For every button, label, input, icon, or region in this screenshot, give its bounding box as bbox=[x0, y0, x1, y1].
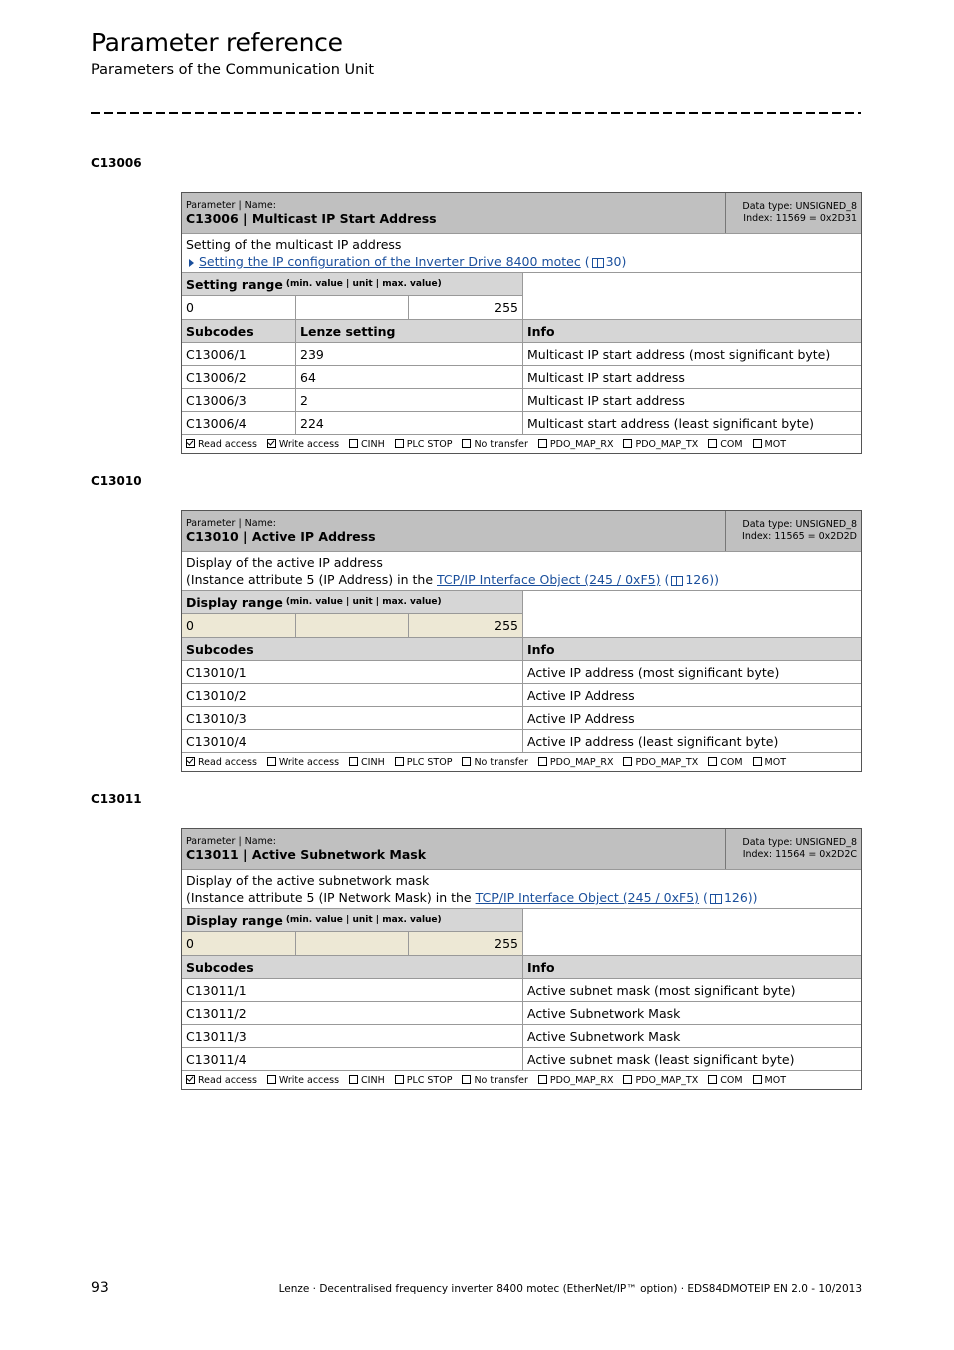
table-row: C13010/4 Active IP address (least significant byte) bbox=[182, 729, 861, 752]
page-title: Parameter reference bbox=[91, 28, 343, 57]
range-max: 255 bbox=[494, 300, 519, 315]
page-ref[interactable]: 126)) bbox=[723, 890, 758, 905]
data-type: Data type: UNSIGNED_8 bbox=[742, 837, 857, 848]
table-row: C13010/2 Active IP Address bbox=[182, 683, 861, 706]
checkbox-checked-icon bbox=[186, 757, 195, 766]
checkbox-empty-icon bbox=[349, 439, 358, 448]
checkbox-empty-icon bbox=[395, 439, 404, 448]
description-text: Setting of the multicast IP address bbox=[186, 237, 402, 252]
range-max: 255 bbox=[409, 614, 522, 637]
checkbox-empty-icon bbox=[395, 1075, 404, 1084]
table-row: C13011/1 Active subnet mask (most significant byte) bbox=[182, 978, 861, 1001]
table-row: C13010/3 Active IP Address bbox=[182, 706, 861, 729]
range-note: (min. value | unit | max. value) bbox=[285, 279, 442, 289]
checkbox-checked-icon bbox=[186, 1075, 195, 1084]
page-number: 93 bbox=[91, 1280, 109, 1296]
book-icon bbox=[592, 258, 604, 268]
checkbox-empty-icon bbox=[623, 439, 632, 448]
table-row: C13006/4 224 Multicast start address (least significant byte) bbox=[182, 411, 861, 434]
checkbox-empty-icon bbox=[462, 757, 471, 766]
table-row: C13010/1 Active IP address (most significant byte) bbox=[182, 660, 861, 683]
checkbox-empty-icon bbox=[708, 439, 717, 448]
display-range bbox=[182, 908, 861, 955]
range-unit bbox=[296, 296, 410, 319]
description-row: Display of the active subnetwork mask (Instance attribute 5 (IP Network Mask) in the TCP/IP Interface Object (245 / 0xF5) ( 126)) bbox=[182, 869, 861, 908]
checkbox-empty-icon bbox=[623, 1075, 632, 1084]
column-header-row: Subcodes Lenze setting Info bbox=[182, 319, 861, 342]
access-flags: Read access Write access CINH PLC STOP No transfer PDO_MAP_RX PDO_MAP_TX COM MOT bbox=[182, 434, 861, 453]
checkbox-empty-icon bbox=[538, 757, 547, 766]
table-row: C13011/4 Active subnet mask (least significant byte) bbox=[182, 1047, 861, 1070]
page-subtitle: Parameters of the Communication Unit bbox=[91, 62, 375, 78]
table-row: C13006/2 64 Multicast IP start address bbox=[182, 365, 861, 388]
index: Index: 11569 = 0x2D31 bbox=[743, 213, 857, 224]
checkbox-checked-icon bbox=[267, 439, 276, 448]
ip-config-link[interactable]: Setting the IP configuration of the Inverter Drive 8400 motec bbox=[199, 254, 581, 269]
checkbox-checked-icon bbox=[186, 439, 195, 448]
data-type: Data type: UNSIGNED_8 bbox=[742, 519, 857, 530]
table-row: C13006/3 2 Multicast IP start address bbox=[182, 388, 861, 411]
checkbox-empty-icon bbox=[753, 1075, 762, 1084]
checkbox-empty-icon bbox=[462, 1075, 471, 1084]
range-note: (min. value | unit | max. value) bbox=[285, 915, 442, 925]
checkbox-empty-icon bbox=[349, 1075, 358, 1084]
range-title: Setting range bbox=[186, 276, 283, 292]
page-ref[interactable]: 30) bbox=[605, 254, 627, 269]
range-title: Display range bbox=[186, 912, 283, 928]
tcpip-object-link[interactable]: TCP/IP Interface Object (245 / 0xF5) bbox=[437, 572, 661, 587]
checkbox-empty-icon bbox=[538, 1075, 547, 1084]
table-row: C13011/2 Active Subnetwork Mask bbox=[182, 1001, 861, 1024]
checkbox-empty-icon bbox=[708, 1075, 717, 1084]
checkbox-empty-icon bbox=[267, 1075, 276, 1084]
display-range bbox=[182, 590, 861, 637]
param-label: Parameter | Name: bbox=[186, 518, 276, 529]
range-note: (min. value | unit | max. value) bbox=[285, 597, 442, 607]
book-icon bbox=[710, 894, 722, 904]
arrow-right-icon bbox=[189, 259, 194, 267]
document-footer: Lenze · Decentralised frequency inverter 8400 motec (EtherNet/IP™ option) · EDS84DMOTEIP EN 2.0 - 10/2013 bbox=[278, 1283, 862, 1295]
header-separator bbox=[91, 112, 861, 114]
index: Index: 11564 = 0x2D2C bbox=[742, 849, 857, 860]
param-name: C13010 | Active IP Address bbox=[186, 529, 376, 544]
table-row: C13011/3 Active Subnetwork Mask bbox=[182, 1024, 861, 1047]
access-flags: Read access Write access CINH PLC STOP No transfer PDO_MAP_RX PDO_MAP_TX COM MOT bbox=[182, 1070, 861, 1089]
description-text: Display of the active subnetwork mask bbox=[186, 873, 430, 888]
checkbox-empty-icon bbox=[267, 757, 276, 766]
setting-range bbox=[182, 272, 861, 319]
checkbox-empty-icon bbox=[538, 439, 547, 448]
range-title: Display range bbox=[186, 594, 283, 610]
checkbox-empty-icon bbox=[753, 439, 762, 448]
range-unit bbox=[296, 932, 410, 955]
param-label: Parameter | Name: bbox=[186, 200, 276, 211]
range-min: 0 bbox=[182, 296, 296, 319]
checkbox-empty-icon bbox=[395, 757, 404, 766]
access-flags: Read access Write access CINH PLC STOP No transfer PDO_MAP_RX PDO_MAP_TX COM MOT bbox=[182, 752, 861, 771]
param-name: C13011 | Active Subnetwork Mask bbox=[186, 847, 427, 862]
checkbox-empty-icon bbox=[349, 757, 358, 766]
table-header bbox=[182, 193, 861, 233]
table-header bbox=[182, 511, 861, 551]
table-header bbox=[182, 829, 861, 869]
table-row: C13006/1 239 Multicast IP start address (most significant byte) bbox=[182, 342, 861, 365]
description-text: Display of the active IP address bbox=[186, 555, 383, 570]
section-heading-c13010: C13010 bbox=[91, 474, 142, 488]
range-unit bbox=[296, 614, 410, 637]
checkbox-empty-icon bbox=[708, 757, 717, 766]
checkbox-empty-icon bbox=[623, 757, 632, 766]
section-heading-c13006: C13006 bbox=[91, 156, 142, 170]
param-label: Parameter | Name: bbox=[186, 836, 276, 847]
range-min: 0 bbox=[182, 932, 296, 955]
description-row: Setting of the multicast IP address Setting the IP configuration of the Inverter Drive 8400 motec ( 30) bbox=[182, 233, 861, 272]
section-heading-c13011: C13011 bbox=[91, 792, 142, 806]
column-header-row: Subcodes Info bbox=[182, 955, 861, 978]
data-type: Data type: UNSIGNED_8 bbox=[742, 201, 857, 212]
page-ref[interactable]: 126)) bbox=[685, 572, 719, 587]
checkbox-empty-icon bbox=[462, 439, 471, 448]
range-min: 0 bbox=[182, 614, 296, 637]
description-row: Display of the active IP address (Instance attribute 5 (IP Address) in the TCP/IP Interface Object (245 / 0xF5) ( 126)) bbox=[182, 551, 861, 590]
param-name: C13006 | Multicast IP Start Address bbox=[186, 211, 437, 226]
parameter-table-c13010 bbox=[181, 510, 862, 772]
column-header-row: Subcodes Info bbox=[182, 637, 861, 660]
book-icon bbox=[671, 576, 683, 586]
parameter-table-c13006 bbox=[181, 192, 862, 454]
parameter-table-c13011 bbox=[181, 828, 862, 1090]
index: Index: 11565 = 0x2D2D bbox=[742, 531, 857, 542]
range-max: 255 bbox=[409, 932, 522, 955]
checkbox-empty-icon bbox=[753, 757, 762, 766]
tcpip-object-link[interactable]: TCP/IP Interface Object (245 / 0xF5) bbox=[475, 890, 700, 905]
